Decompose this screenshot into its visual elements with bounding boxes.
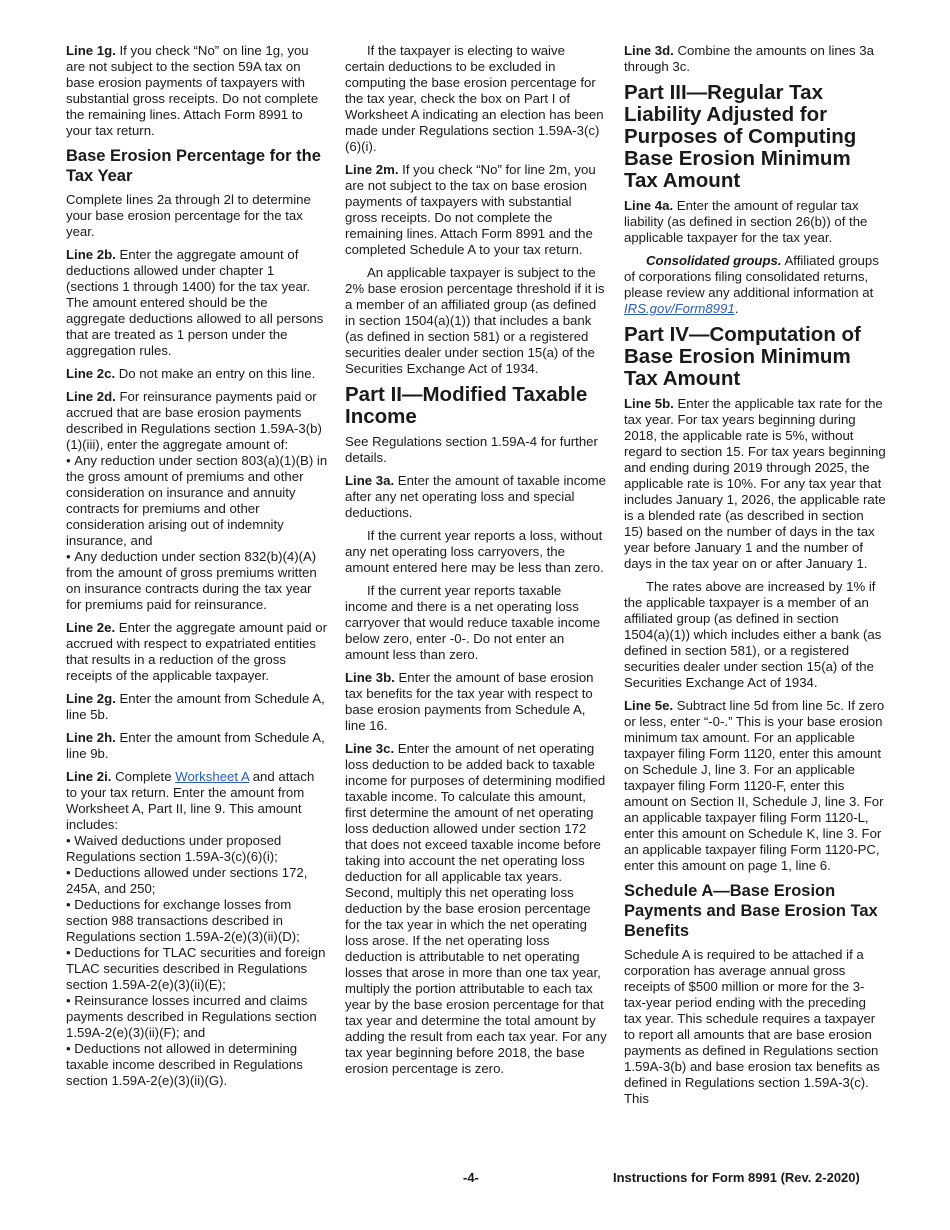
- line-2h-paragraph: [66, 730, 328, 762]
- line-5b-heading: Line 5b.: [624, 396, 674, 411]
- list-item: • Deductions for exchange losses from section 988 transactions described in Regulations section 1.59A-2(e)(3)(ii)(D);: [66, 897, 328, 945]
- line-2c-paragraph: [66, 366, 328, 382]
- line-3b-paragraph: [345, 670, 607, 734]
- line-5e-text: Subtract line 5d from line 5c. If zero or less, enter “-0-.” This is your base erosion minimum tax amount. For an applicable taxpayer filing Form 1120, enter this amount on Schedule J, line 3. For an applicable taxpayer filing Form 1120-F, enter this amount on Section II, Schedule J, line 3. For an applicable taxpayer filing Form 1120-L, enter this amount on Schedule K, line 3. For an applicable taxpayer filing Form 1120-PC, enter this amount on page 1, line 6.: [624, 698, 885, 873]
- line-1g-text: If you check “No” on line 1g, you are not subject to the section 59A tax on base erosion payments of taxpayers with substantial gross receipts. Do not complete the remaining lines. Attach Form 8991 to your tax return.: [66, 43, 319, 138]
- line-3c-text: Enter the amount of net operating loss deduction to be added back to taxable income for purposes of determining modified taxable income. To calculate this amount, first determine the amount of net operating loss deduction allowed under section 172 that does not exceed taxable income before taking into account the net operating loss deduction for all applicable tax years. Second, multiply this net operating loss deduction by the base erosion percentage for the tax year in which the net operating loss arose. If the net operating loss deduction is attributable to net operating losses that arose in more than one tax year, multiply the portion attributable to each tax year by the base erosion percentage for that tax year and determine the total amount by adding the result from each tax year. For any tax year beginning before 2018, the base erosion percentage is zero.: [345, 741, 607, 1076]
- line-5b-text: Enter the applicable tax rate for the tax year. For tax years beginning during 2018, the applicable rate is 5%, without regard to section 15. For tax years beginning and ending during 2019 through 2025, the applicable rate is 10%. For any tax year that includes January 1, 2026, the applicable rate is a blended rate (as described in section 15) based on the number of days in the tax year before January 1 and the number of days in the tax year on or after January 1.: [624, 396, 886, 571]
- line-2h-text: Enter the amount from Schedule A, line 9b.: [66, 730, 325, 761]
- page-number: -4-: [463, 1170, 479, 1185]
- line-4a-text: Enter the amount of regular tax liability (as defined in section 26(b)) of the applicable taxpayer for the tax year.: [624, 198, 868, 245]
- line-3a-loss-paragraph: If the current year reports a loss, without any net operating loss carryovers, the amount entered here may be less than zero.: [345, 528, 604, 575]
- schedule-a-paragraph: Schedule A is required to be attached if a corporation has average annual gross receipts of $500 million or more for the 3-tax-year period ending with the preceding tax year. This schedule requires a taxpayer to report all amounts that are base erosion payments as defined in Regulations section 1.59A-3(b) and base erosion tax benefits as defined in Regulations section 1.59A-3(c). This: [624, 947, 880, 1106]
- line-2b-paragraph: [66, 247, 328, 359]
- consolidated-groups-paragraph: [624, 253, 886, 317]
- column-middle: [345, 43, 607, 1084]
- line-3b-text: Enter the amount of base erosion tax benefits for the tax year with respect to base erosion payments from Schedule A, line 16.: [345, 670, 594, 733]
- irs-form8991-link[interactable]: IRS.gov/Form8991: [624, 301, 735, 316]
- line-3d-text: Combine the amounts on lines 3a through 3c.: [624, 43, 874, 74]
- line-2m-heading: Line 2m.: [345, 162, 399, 177]
- line-2i-paragraph: [66, 769, 328, 833]
- line-2e-heading: Line 2e.: [66, 620, 116, 635]
- consolidated-groups-text: Affiliated groups of corporations filing consolidated returns, please review any additional information at: [624, 253, 879, 300]
- line-2h-heading: Line 2h.: [66, 730, 116, 745]
- applicable-taxpayer-paragraph: An applicable taxpayer is subject to the 2% base erosion percentage threshold if it is a member of an affiliated group (as defined in section 1504(a)(1)) that includes a bank (as defined in section 581) or a registered securities dealer under section 15(a) of the Securities Exchange Act of 1934.: [345, 265, 605, 376]
- list-item: • Any reduction under section 803(a)(1)(B) in the gross amount of premiums and other consideration on insurance and annuity contracts for premiums and other consideration arising out of indemnity insurance, and: [66, 453, 328, 549]
- line-2d-text: For reinsurance payments paid or accrued that are base erosion payments described in Regulations section 1.59A-3(b)(1)(iii), enter the aggregate amount of:: [66, 389, 322, 452]
- list-item: • Deductions not allowed in determining taxable income described in Regulations section 1.59A-2(e)(3)(ii)(G).: [66, 1041, 328, 1089]
- part-2-intro: See Regulations section 1.59A-4 for further details.: [345, 434, 598, 465]
- line-2g-paragraph: [66, 691, 328, 723]
- line-4a-heading: Line 4a.: [624, 198, 674, 213]
- schedule-a-heading: Schedule A—Base Erosion Payments and Base Erosion Tax Benefits: [624, 882, 878, 940]
- line-5b-paragraph: [624, 396, 886, 572]
- base-erosion-percentage-heading: Base Erosion Percentage for the Tax Year: [66, 147, 321, 185]
- line-2d-paragraph: [66, 389, 328, 453]
- line-3a-carryover-paragraph: If the current year reports taxable income and there is a net operating loss carryover that would reduce taxable income below zero, enter -0-. Do not enter an amount less than zero.: [345, 583, 601, 662]
- line-2e-paragraph: [66, 620, 328, 684]
- column-right: [624, 43, 886, 1114]
- line-2e-text: Enter the aggregate amount paid or accrued with respect to expatriated entities that results in a reduction of the gross receipts of the applicable taxpayer.: [66, 620, 327, 683]
- line-2i-text: Complete: [115, 769, 172, 784]
- worksheet-a-link[interactable]: Worksheet A: [175, 769, 250, 784]
- list-item: • Reinsurance losses incurred and claims payments described in Regulations section 1.59A-2(e)(3)(ii)(F); and: [66, 993, 328, 1041]
- line-2g-text: Enter the amount from Schedule A, line 5b.: [66, 691, 325, 722]
- period: .: [734, 301, 739, 316]
- line-3d-heading: Line 3d.: [624, 43, 674, 58]
- list-item: • Any deduction under section 832(b)(4)(A) from the amount of gross premiums written on insurance contracts during the tax year for premiums paid for reinsurance.: [66, 549, 328, 613]
- bep-intro: Complete lines 2a through 2l to determine your base erosion percentage for the tax year.: [66, 192, 311, 239]
- line-4a-paragraph: [624, 198, 886, 246]
- line-2g-heading: Line 2g.: [66, 691, 116, 706]
- form-title-footer: Instructions for Form 8991 (Rev. 2-2020): [613, 1170, 860, 1185]
- part-4-heading: Part IV—Computation of Base Erosion Minimum Tax Amount: [624, 323, 861, 390]
- line-3a-heading: Line 3a.: [345, 473, 395, 488]
- line-3c-heading: Line 3c.: [345, 741, 395, 756]
- line-5e-heading: Line 5e.: [624, 698, 674, 713]
- line-2d-heading: Line 2d.: [66, 389, 116, 404]
- line-2m-text: If you check “No” for line 2m, you are not subject to the tax on base erosion payments of taxpayers with substantial gross receipts. Do not complete the remaining lines. Attach Form 8991 and the completed Schedule A to your tax return.: [345, 162, 596, 257]
- consolidated-groups-heading: Consolidated groups.: [646, 253, 782, 268]
- line-2c-text: Do not make an entry on this line.: [118, 366, 316, 381]
- line-2i-heading: Line 2i.: [66, 769, 112, 784]
- list-item: • Deductions allowed under sections 172, 245A, and 250;: [66, 865, 328, 897]
- list-item: • Waived deductions under proposed Regulations section 1.59A-3(c)(6)(i);: [66, 833, 328, 865]
- line-5e-paragraph: [624, 698, 886, 874]
- part-2-heading: Part II—Modified Taxable Income: [345, 383, 588, 428]
- line-3d-paragraph: [624, 43, 886, 75]
- line-2b-heading: Line 2b.: [66, 247, 116, 262]
- part-3-heading: Part III—Regular Tax Liability Adjusted for Purposes of Computing Base Erosion Minimum Tax Amount: [624, 81, 857, 192]
- column-left: [66, 43, 328, 1089]
- line-3b-heading: Line 3b.: [345, 670, 395, 685]
- waive-paragraph: If the taxpayer is electing to waive certain deductions to be excluded in computing the base erosion percentage for the tax year, check the box on Part I of Worksheet A indicating an election has been made under Regulations section 1.59A-3(c)(6)(i).: [345, 43, 604, 154]
- line-1g-heading: Line 1g.: [66, 43, 116, 58]
- line-2i-text-cont: and attach to your tax return. Enter the amount from Worksheet A, Part II, line 9. This amount includes:: [66, 769, 315, 832]
- line-3a-paragraph: [345, 473, 607, 521]
- line-1g-paragraph: [66, 43, 328, 139]
- line-3c-paragraph: [345, 741, 607, 1077]
- rates-paragraph: The rates above are increased by 1% if the applicable taxpayer is a member of an affiliated group (as defined in section 1504(a)(1)) which includes either a bank (as defined in section 581), or a registered securities dealer under section 15(a) of the Securities Exchange Act of 1934.: [624, 579, 882, 690]
- line-2c-heading: Line 2c.: [66, 366, 116, 381]
- line-2m-paragraph: [345, 162, 607, 258]
- line-3a-text: Enter the amount of taxable income after any net operating loss and special deductions.: [345, 473, 606, 520]
- list-item: • Deductions for TLAC securities and foreign TLAC securities described in Regulations section 1.59A-2(e)(3)(ii)(E);: [66, 945, 328, 993]
- line-2b-text: Enter the aggregate amount of deductions allowed under chapter 1 (sections 1 through 1400) for the tax year. The amount entered should be the aggregate deductions allowed to all persons that are treated as 1 person under the aggregation rules.: [66, 247, 324, 358]
